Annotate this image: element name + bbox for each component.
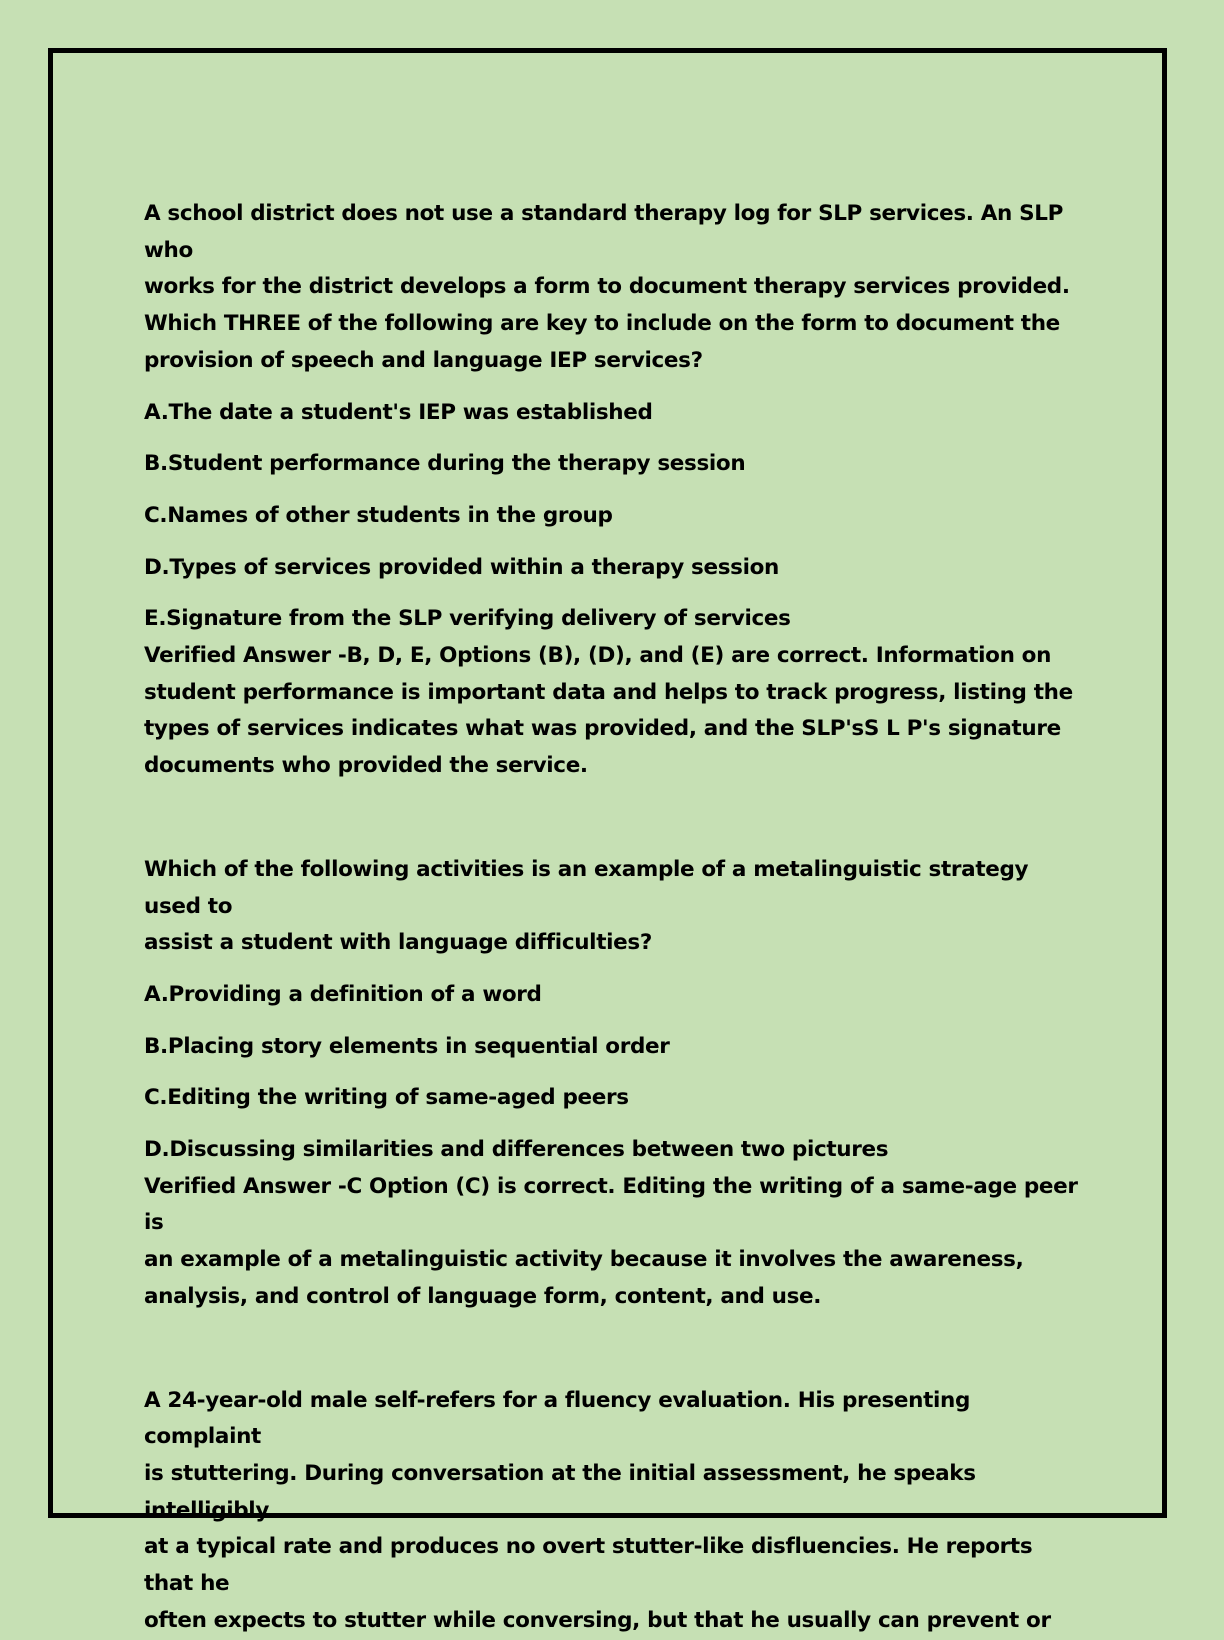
text-line: an example of a metalinguistic activity because it involves the awareness, [144, 1247, 1024, 1273]
answer-option-a: A.Providing a definition of a word [144, 981, 542, 1007]
answer-option-d: D.Types of services provided within a therapy session [144, 554, 779, 580]
text-line: Verified Answer -B, D, E, Options (B), (D), and (E) are correct. Information on [144, 643, 1052, 669]
question-3-prompt [144, 1383, 1084, 1640]
text-line: Which THREE of the following are key to include on the form to document the [144, 311, 1060, 337]
text-line: often expects to stutter while conversing, but that he usually can prevent or [144, 1607, 1051, 1633]
answer-option-b: B.Placing story elements in sequential order [144, 1033, 670, 1059]
text-line: A 24-year-old male self-refers for a fluency evaluation. His presenting complaint [144, 1387, 971, 1450]
text-line: Verified Answer -C Option (C) is correct. Editing the writing of a same-age peer is [144, 1173, 1078, 1236]
verified-answer [144, 1169, 1084, 1316]
question-2-prompt [144, 852, 1084, 962]
text-line: provision of speech and language IEP services? [144, 347, 703, 373]
answer-option-b: B.Student performance during the therapy session [144, 451, 746, 477]
text-line: analysis, and control of language form, content, and use. [144, 1283, 822, 1309]
text-line: documents who provided the service. [144, 753, 588, 779]
answer-option-c: C.Editing the writing of same-aged peers [144, 1085, 629, 1111]
text-line: works for the district develops a form to document therapy services provided. [144, 274, 1070, 300]
text-line: Which of the following activities is an example of a metalinguistic strategy used to [144, 856, 1029, 919]
text-line: student performance is important data and helps to track progress, listing the [144, 679, 1073, 705]
document-body [144, 196, 1084, 1640]
question-1 [144, 196, 1084, 785]
text-line: assist a student with language difficulties? [144, 930, 652, 956]
answer-option-e: E.Signature from the SLP verifying delivery of services [144, 606, 791, 632]
text-line: A school district does not use a standard therapy log for SLP services. An SLP who [144, 201, 1064, 263]
verified-answer [144, 638, 1084, 785]
answer-option-c: C.Names of other students in the group [144, 502, 613, 528]
answer-option-a: A.The date a student's IEP was established [144, 399, 653, 425]
answer-option-d: D.Discussing similarities and differences between two pictures [144, 1137, 889, 1163]
question-1-prompt [144, 196, 1084, 380]
text-line: at a typical rate and produces no overt stutter-like disfluencies. He reports that he [144, 1534, 1033, 1597]
text-line: is stuttering. During conversation at the initial assessment, he speaks intelligibly [144, 1460, 976, 1523]
question-3 [144, 1383, 1084, 1640]
text-line: types of services indicates what was provided, and the SLP'sS L P's signature [144, 716, 1061, 742]
question-2 [144, 852, 1084, 1316]
